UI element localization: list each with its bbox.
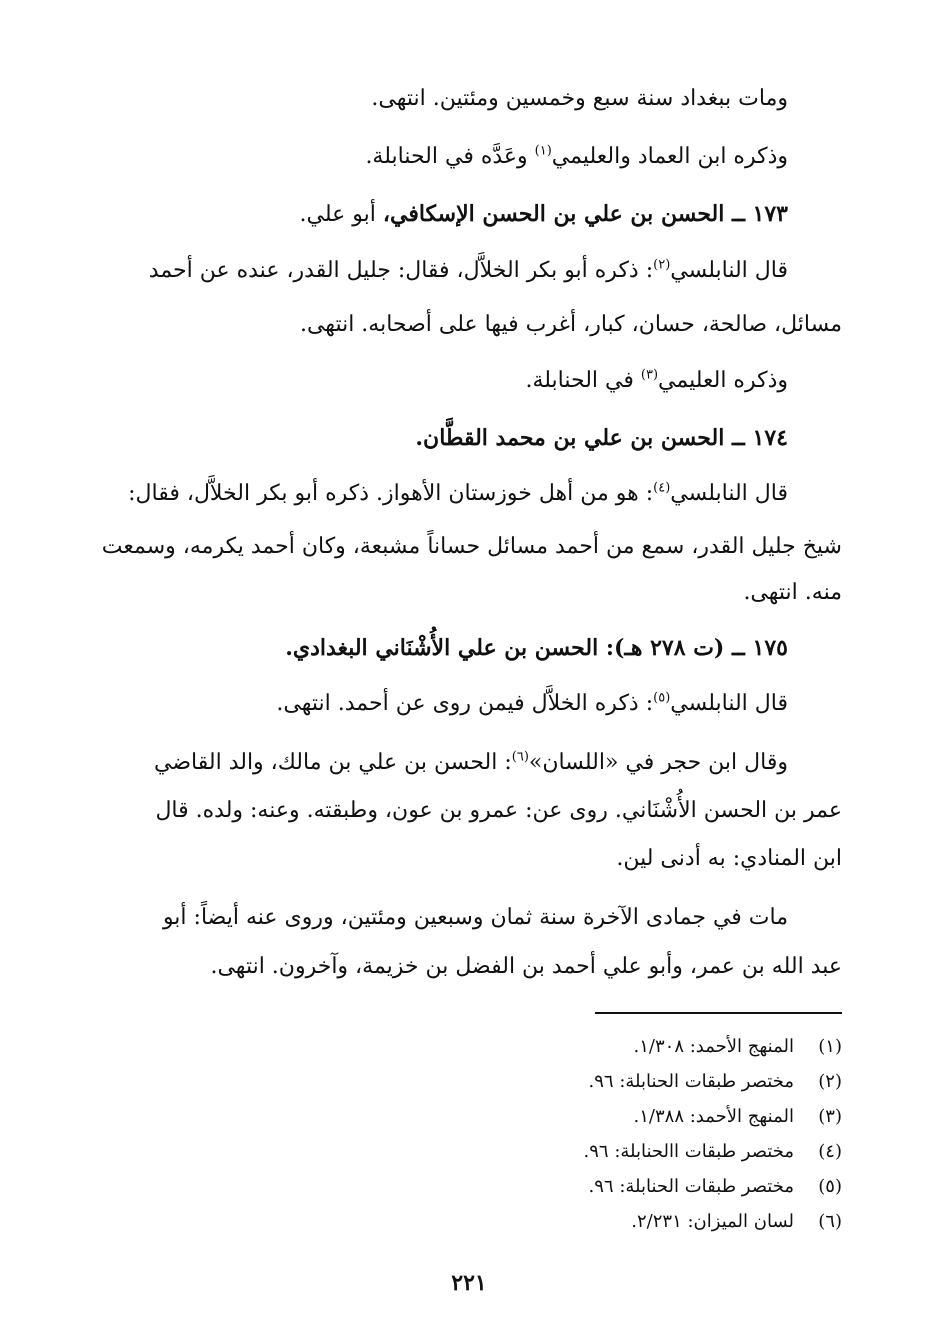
paragraph-line xyxy=(96,310,842,340)
footnote-text: لسان الميزان: ٢/٢٣١. xyxy=(631,1211,794,1232)
text: وذكره ابن العماد والعليمي xyxy=(551,144,788,169)
paragraph-line xyxy=(96,844,842,874)
page-number: ٢٢١ xyxy=(451,1270,487,1296)
text: مسائل، صالحة، حسان، كبار، أغرب فيها على أصحابه. انتهى. xyxy=(299,312,842,337)
footnote xyxy=(96,1104,842,1130)
text: : ذكره الخلاَّل فيمن روى عن أحمد. انتهى. xyxy=(276,691,654,716)
paragraph-line xyxy=(96,748,788,778)
text: أبو علي. xyxy=(299,202,383,227)
footnote-separator xyxy=(595,1012,842,1014)
text: مات في جمادى الآخرة سنة ثمان وسبعين ومئتين، وروى عنه أيضاً: أبو xyxy=(162,905,788,930)
text: ومات ببغداد سنة سبع وخمسين ومئتين. انتهى. xyxy=(371,86,788,111)
footnote-ref[interactable]: (٥) xyxy=(653,690,671,706)
footnote-text: مختصر طبقات الحنابلة: ٩٦. xyxy=(588,1071,794,1092)
entry-heading-174 xyxy=(96,423,788,454)
text: قال النابلسي xyxy=(670,481,788,506)
text: منه. انتهى. xyxy=(743,580,842,605)
entry-title: ١٧٥ ــ (ت ٢٧٨ هـ): الحسن بن علي الأُشْنَاني البغدادي. xyxy=(285,635,788,661)
footnote-text: المنهج الأحمد: ١/٣٨٨. xyxy=(633,1106,794,1127)
footnote-text: مختصر طبقات الحنابلة: ٩٦. xyxy=(588,1176,794,1197)
footnote-number: (٤) xyxy=(818,1141,842,1162)
footnote-ref[interactable]: (١) xyxy=(534,143,552,159)
text: : هو من أهل خوزستان الأهواز. ذكره أبو بكر الخلاَّل، فقال: xyxy=(128,481,654,506)
entry-heading-175 xyxy=(96,633,788,664)
text: وذكره العليمي xyxy=(658,368,788,393)
footnote-ref[interactable]: (٣) xyxy=(640,367,659,383)
text: قال النابلسي xyxy=(670,691,788,716)
text: : ذكره أبو بكر الخلاَّل، فقال: جليل القدر، عنده عن أحمد xyxy=(148,258,654,283)
entry-heading-173 xyxy=(96,199,788,230)
text: في الحنابلة. xyxy=(525,368,641,393)
text: عبد الله بن عمر، وأبو علي أحمد بن الفضل بن خزيمة، وآخرون. انتهى. xyxy=(210,954,842,979)
paragraph-line xyxy=(96,142,788,172)
footnote-text: المنهج الأحمد: ١/٣٠٨. xyxy=(633,1036,794,1057)
paragraph-line xyxy=(96,479,788,509)
paragraph-line xyxy=(96,256,788,286)
paragraph-line xyxy=(96,689,788,719)
paragraph-line xyxy=(96,903,788,933)
footnote-number: (٥) xyxy=(818,1176,842,1197)
footnote xyxy=(96,1174,842,1200)
footnote-number: (١) xyxy=(818,1036,842,1057)
paragraph-line xyxy=(96,366,788,396)
text: قال النابلسي xyxy=(670,258,788,283)
paragraph-line xyxy=(96,532,842,562)
text: عمر بن الحسن الأُشْنَاني. روى عن: عمرو بن عون، وطبقته. وعنه: ولده. قال xyxy=(155,798,842,823)
paragraph-line xyxy=(96,796,842,826)
text: ابن المنادي: به أدنى لين. xyxy=(616,846,842,871)
paragraph-line xyxy=(96,952,842,982)
entry-title: ١٧٤ ــ الحسن بن علي بن محمد القطَّان. xyxy=(415,425,788,451)
footnote xyxy=(96,1069,842,1095)
footnote-number: (٦) xyxy=(818,1211,842,1232)
footnote xyxy=(96,1139,842,1165)
footnote-text: مختصر طبقات االحنابلة: ٩٦. xyxy=(583,1141,794,1162)
footnote-ref[interactable]: (٢) xyxy=(653,257,671,273)
footnote-ref[interactable]: (٦) xyxy=(511,749,529,765)
text: وعَدَّه في الحنابلة. xyxy=(365,144,535,169)
text: وقال ابن حجر في «اللسان» xyxy=(528,750,788,775)
paragraph-line xyxy=(96,578,842,608)
paragraph-line xyxy=(96,84,788,114)
entry-title: ١٧٣ ــ الحسن بن علي بن الحسن الإسكافي، xyxy=(382,201,788,227)
footnote-ref[interactable]: (٤) xyxy=(653,480,671,496)
footnote xyxy=(96,1209,842,1235)
footnote xyxy=(96,1034,842,1060)
footnote-number: (٢) xyxy=(818,1071,842,1092)
text: شيخ جليل القدر، سمع من أحمد مسائل حساناً مشبعة، وكان أحمد يكرمه، وسمعت xyxy=(101,534,842,559)
text: : الحسن بن علي بن مالك، والد القاضي xyxy=(154,750,512,775)
footnote-number: (٣) xyxy=(818,1106,842,1127)
